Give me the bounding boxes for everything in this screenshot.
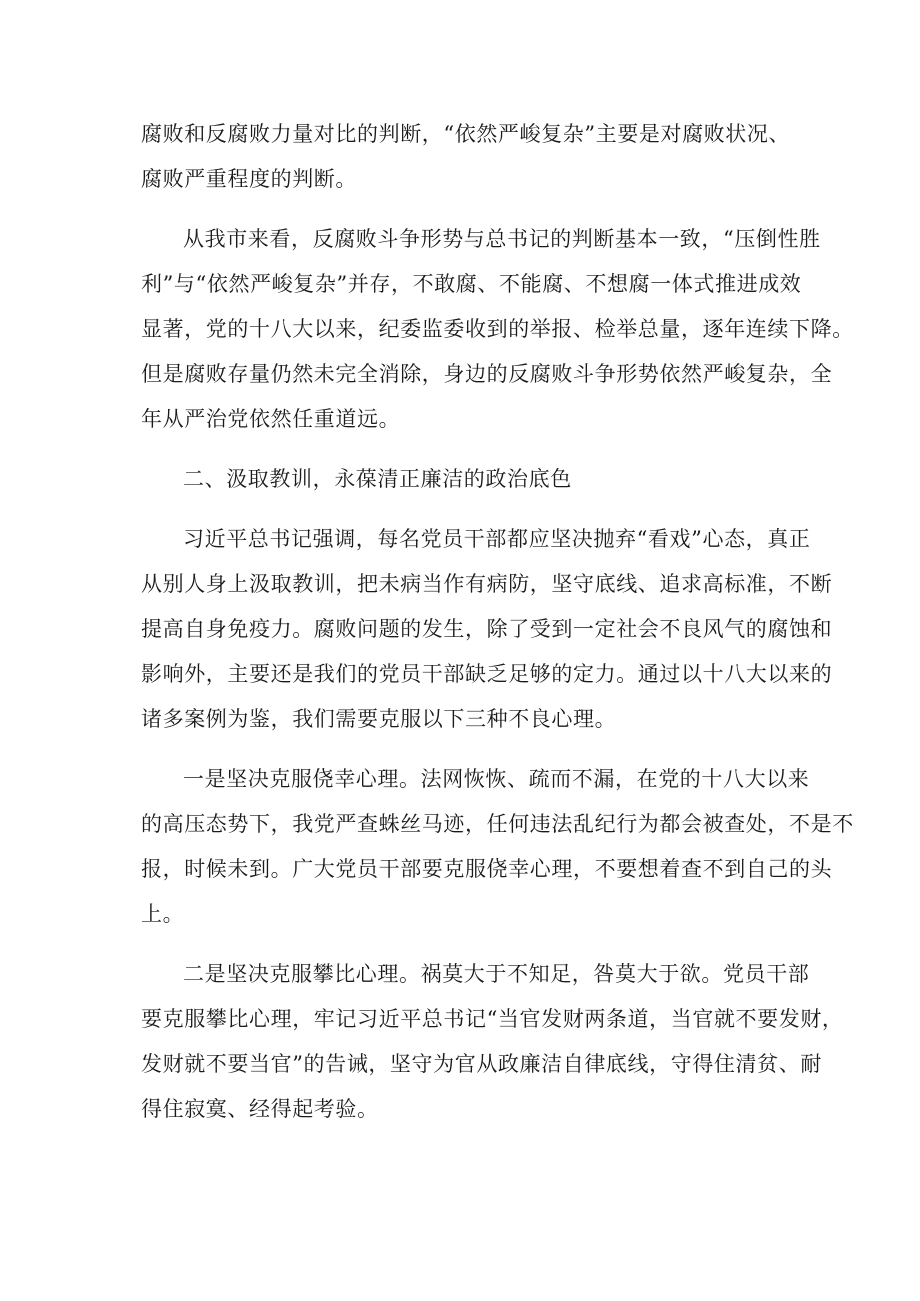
paragraph-line: 要克服攀比心理，牢记习近平总书记“当官发财两条道，当官就不要发财，: [141, 1007, 844, 1031]
paragraph-line: 腐败严重程度的判断。: [141, 167, 357, 191]
paragraph-line: 提高自身免疫力。腐败问题的发生，除了受到一定社会不良风气的腐蚀和: [141, 617, 833, 641]
document-body: [141, 112, 854, 1132]
paragraph-line: 从我市来看，反腐败斗争形势与总书记的判断基本一致，“压倒性胜: [183, 227, 821, 251]
paragraph-line: 但是腐败存量仍然未完全消除，身边的反腐败斗争形势依然严峻复杂，全: [141, 362, 833, 386]
paragraph-3: [141, 517, 833, 742]
paragraph-line: 习近平总书记强调，每名党员干部都应坚决抛弃“看戏”心态，真正: [183, 527, 811, 551]
paragraph-line: 二是坚决克服攀比心理。祸莫大于不知足，咎莫大于欲。党员干部: [183, 962, 810, 986]
paragraph-line: 从别人身上汲取教训，把未病当作有病防，坚守底线、追求高标准，不断: [141, 572, 833, 596]
paragraph-1: [141, 112, 801, 202]
paragraph-line: 腐败和反腐败力量对比的判断，“依然严峻复杂”主要是对腐败状况、: [141, 122, 791, 146]
paragraph-line: 诸多案例为鉴，我们需要克服以下三种不良心理。: [141, 707, 617, 731]
paragraph-line: 上。: [141, 902, 185, 926]
paragraph-line: 报，时候未到。广大党员干部要克服侥幸心理，不要想着查不到自己的头: [141, 857, 833, 881]
paragraph-line: 的高压态势下，我党严查蛛丝马迹，任何违法乱纪行为都会被查处，不是不: [141, 812, 854, 836]
paragraph-4: [141, 757, 854, 937]
paragraph-5: [141, 952, 844, 1132]
paragraph-line: 得住寂寞、经得起考验。: [141, 1097, 379, 1121]
paragraph-line: 影响外，主要还是我们的党员干部缺乏足够的定力。通过以十八大以来的: [141, 662, 833, 686]
paragraph-line: 发财就不要当官”的告诫，坚守为官从政廉洁自律底线，守得住清贫、耐: [141, 1052, 822, 1076]
section-heading-text: 二、汲取教训，永葆清正廉洁的政治底色: [183, 467, 572, 491]
section-heading: [141, 457, 801, 502]
paragraph-2: [141, 217, 854, 442]
paragraph-line: 利”与“依然严峻复杂”并存，不敢腐、不能腐、不想腐一体式推进成效: [141, 272, 802, 296]
paragraph-line: 一是坚决克服侥幸心理。法网恢恢、疏而不漏，在党的十八大以来: [183, 767, 810, 791]
paragraph-line: 显著，党的十八大以来，纪委监委收到的举报、检举总量，逐年连续下降。: [141, 317, 854, 341]
paragraph-line: 年从严治党依然任重道远。: [141, 407, 401, 431]
